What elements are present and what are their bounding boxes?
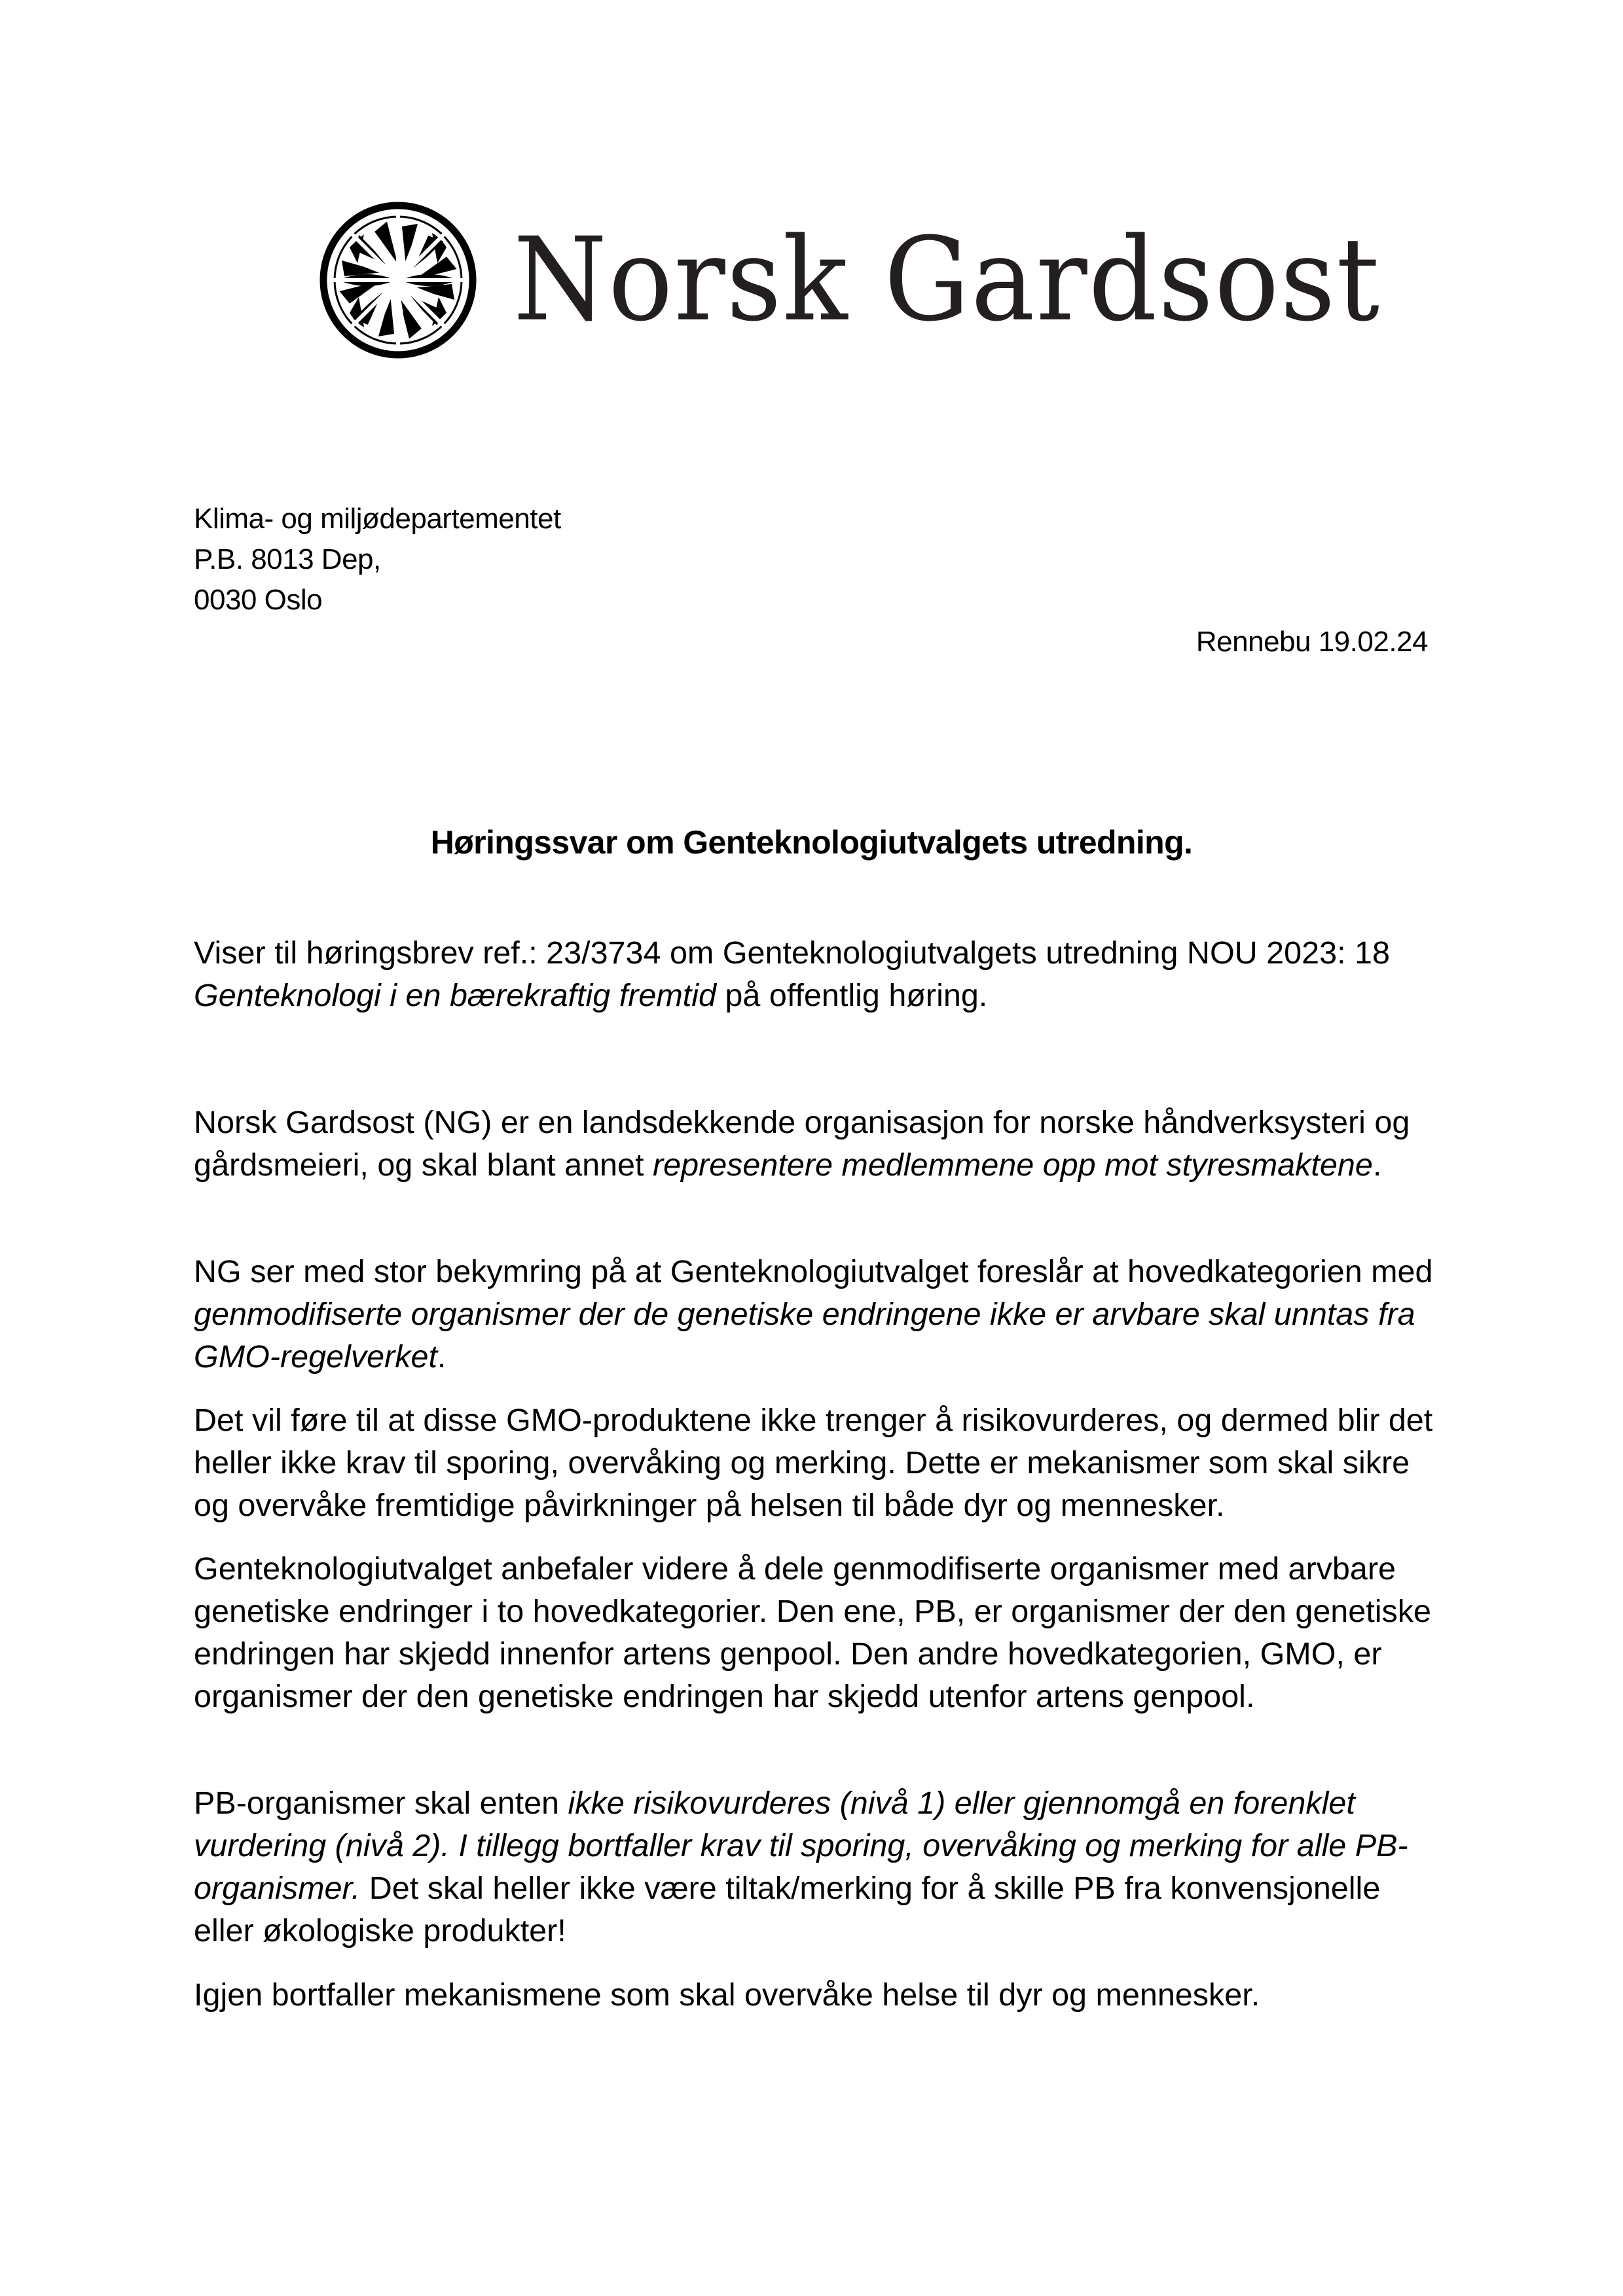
recipient-line: 0030 Oslo xyxy=(194,584,323,616)
rosette-wheel-icon xyxy=(318,200,478,360)
paragraph-5 xyxy=(194,1782,1438,1952)
paragraph-4 xyxy=(194,1548,1438,1718)
text: . xyxy=(1372,1147,1382,1183)
letterhead-logo xyxy=(318,198,1446,362)
text: Igjen bortfaller mekanismene som skal overvåke helse til dyr og mennesker. xyxy=(194,1977,1260,2013)
italic-text: genmodifiserte organismer der de genetiske endringene ikke er arvbare skal unntas fra GMO-regelverket xyxy=(194,1297,1415,1374)
letter-title: Høringssvar om Genteknologiutvalgets utredning. xyxy=(430,824,1193,861)
text: . xyxy=(437,1339,447,1374)
text: Det skal heller ikke være tiltak/merking for å skille PB fra konvensjonelle eller økologiske produkter! xyxy=(194,1871,1381,1948)
text: på offentlig høring. xyxy=(716,978,988,1013)
text: Norsk Gardsost (NG) er en landsdekkende organisasjon for norske håndverksysteri og gårdsmeieri, og skal blant annet xyxy=(194,1105,1410,1183)
place-and-date: Rennebu 19.02.24 xyxy=(1195,626,1428,658)
paragraph-1 xyxy=(194,1102,1438,1187)
reference-paragraph xyxy=(194,932,1438,1017)
italic-text: ikke risikovurderes (nivå 1) eller gjennomgå en forenklet vurdering (nivå 2). I tillegg bortfaller krav til sporing, overvåking og merking for alle PB-organismer. xyxy=(194,1785,1408,1906)
text: Viser til høringsbrev ref.: 23/3734 om Genteknologiutvalgets utredning NOU 2023: 18 xyxy=(194,935,1390,971)
text: PB-organismer skal enten xyxy=(194,1785,568,1821)
paragraph-2 xyxy=(194,1251,1438,1378)
text: NG ser med stor bekymring på at Genteknologiutvalget foreslår at hovedkategorien med xyxy=(194,1254,1433,1289)
recipient-line: Klima- og miljødepartementet xyxy=(194,503,561,535)
recipient-line: P.B. 8013 Dep, xyxy=(194,543,381,575)
recipient-address xyxy=(194,499,561,620)
organization-name: Norsk Gardsost xyxy=(513,213,1381,347)
text: Det vil føre til at disse GMO-produktene ikke trenger å risikovurderes, og dermed blir det heller ikke krav til sporing, overvåking og merking. Dette er mekanismer som skal sikre og overvåke fremtidige påvirkninger på helsen til både dyr og mennesker. xyxy=(194,1403,1433,1523)
italic-text: representere medlemmene opp mot styresmaktene xyxy=(652,1147,1373,1183)
paragraph-6 xyxy=(194,1974,1438,2017)
report-title-italic: Genteknologi i en bærekraftig fremtid xyxy=(194,978,716,1013)
paragraph-3 xyxy=(194,1399,1438,1527)
text: Genteknologiutvalget anbefaler videre å dele genmodifiserte organismer med arvbare genetiske endringer i to hovedkategorier. Den ene, PB, er organismer der den genetiske endringen har skjedd innenfor artens genpool. Den andre hovedkategorien, GMO, er organismer der den genetiske endringen har skjedd utenfor artens genpool. xyxy=(194,1551,1431,1714)
